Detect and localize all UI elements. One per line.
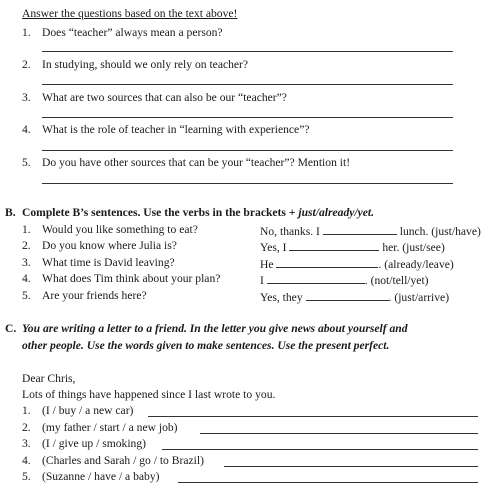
answer-line[interactable] [42,84,453,85]
answer-line[interactable] [42,183,453,184]
b-answer [260,257,454,271]
b-answer [260,224,481,238]
section-b-letter: B. [5,206,16,219]
question-text: Do you have other sources that can be your “teacher”? Mention it! [42,156,351,169]
b-answer-post: . (not/tell/yet) [364,274,429,287]
answer-line[interactable] [42,51,453,52]
answer-line[interactable] [42,117,453,118]
question-number: 5. [22,156,31,169]
b-answer [260,273,429,287]
item-number: 3. [22,437,31,450]
b-answer-pre: No, thanks. I [260,225,320,238]
answer-blank[interactable] [323,224,397,235]
b-answer-pre: He [260,258,274,271]
c-prompt: (Charles and Sarah / go / to Brazil) [42,454,204,467]
item-number: 2. [22,239,31,252]
b-answer-post: her. (just/see) [382,241,445,254]
section-c-title-line1: You are writing a letter to a friend. In the letter you give news about yourself and [22,322,408,335]
section-c-letter: C. [5,322,17,335]
item-number: 5. [22,470,31,483]
item-number: 4. [22,454,31,467]
b-answer-post: lunch. (just/have) [399,225,481,238]
section-a-heading: Answer the questions based on the text above! [22,7,238,20]
section-b-title-plain: Complete B’s sentences. Use the verbs in the brackets + [22,206,299,219]
answer-line[interactable] [178,482,478,483]
c-prompt: (I / give up / smoking) [42,437,147,450]
section-c-title-line2: other people. Use the words given to make sentences. Use the present perfect. [22,339,390,352]
item-number: 4. [22,272,31,285]
section-b-title-italic: just/already/yet. [298,206,375,219]
section-b-title [22,207,374,219]
c-prompt: (Suzanne / have / a baby) [42,470,160,483]
item-number: 1. [22,404,31,417]
question-text: What are two sources that can also be our “teacher”? [42,91,287,104]
answer-line[interactable] [162,449,478,450]
answer-blank[interactable] [289,240,379,251]
c-prompt: (my father / start / a new job) [42,421,178,434]
answer-line[interactable] [42,150,453,151]
b-question: What time is David leaving? [42,256,175,269]
question-number: 2. [22,58,31,71]
item-number: 2. [22,421,31,434]
letter-intro: Lots of things have happened since I last wrote to you. [22,388,276,401]
question-number: 3. [22,91,31,104]
b-question: Would you like something to eat? [42,223,198,236]
question-text: Does “teacher” always mean a person? [42,26,223,39]
question-number: 4. [22,123,31,136]
salutation: Dear Chris, [22,372,76,385]
c-prompt: (I / buy / a new car) [42,404,134,417]
answer-line[interactable] [148,416,478,417]
item-number: 5. [22,289,31,302]
item-number: 1. [22,223,31,236]
b-answer-post: . (already/leave) [378,258,454,271]
answer-line[interactable] [200,433,478,434]
b-question: Do you know where Julia is? [42,239,177,252]
item-number: 3. [22,256,31,269]
answer-blank[interactable] [267,273,365,284]
answer-blank[interactable] [306,290,389,301]
b-answer-pre: Yes, they [260,291,303,304]
b-answer-pre: Yes, I [260,241,287,254]
answer-line[interactable] [224,466,478,467]
answer-blank[interactable] [276,257,378,268]
question-number: 1. [22,26,31,39]
b-answer-pre: I [260,274,264,287]
question-text: What is the role of teacher in “learning with experience”? [42,123,310,136]
question-text: In studying, should we only rely on teacher? [42,58,249,71]
b-question: What does Tim think about your plan? [42,272,221,285]
b-answer [260,290,449,304]
b-question: Are your friends here? [42,289,147,302]
b-answer [260,240,445,254]
b-answer-post: . (just/arrive) [388,291,450,304]
